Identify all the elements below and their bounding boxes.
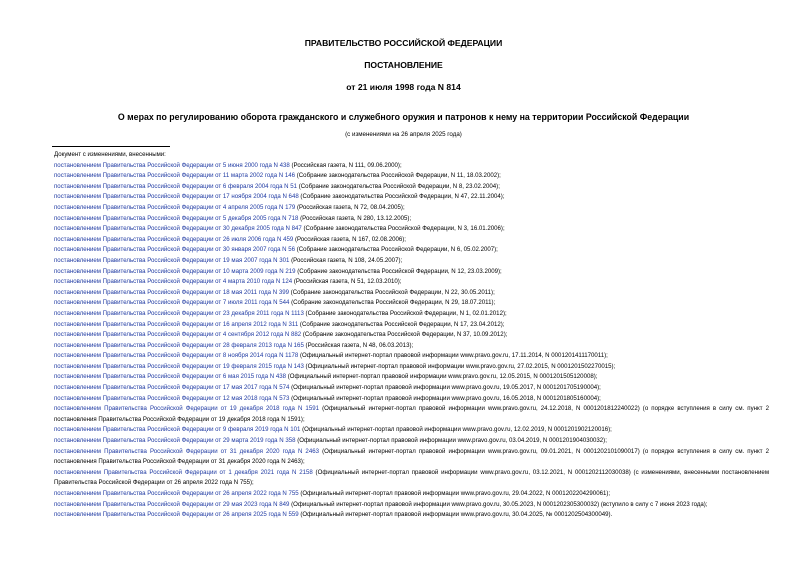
amendment-source: (Официальный интернет-портал правовой информации www.pravo.gov.ru, 12.05.2015, N 0001201505120008);: [286, 373, 598, 381]
amendment-item: [54, 224, 769, 235]
revision-note: (с изменениями на 26 апреля 2025 года): [345, 131, 462, 138]
amendment-source: (Официальный интернет-портал правовой информации www.pravo.gov.ru, 27.02.2015, N 0001201502270015);: [303, 362, 616, 370]
amendment-source: (Собрание законодательства Российской Федерации, N 12, 23.03.2009);: [295, 267, 502, 275]
amendment-link[interactable]: постановлением Правительства Российской Федерации от 29 марта 2019 года N 358: [54, 437, 296, 445]
amendment-item: [54, 277, 769, 288]
amendment-source: (Российская газета, N 111, 09.06.2000);: [289, 161, 402, 169]
amendment-source: (Официальный интернет-портал правовой информации www.pravo.gov.ru, 09.01.2021, N 0001202101090017) (о порядке вступления в силу см. пункт 2 постановления Правительства Российской Федерации от 31 декабря 2020 года N 2463);: [54, 447, 770, 466]
amendment-link[interactable]: постановлением Правительства Российской Федерации от 5 декабря 2005 года N 718: [54, 214, 299, 222]
amendment-source: (Официальный интернет-портал правовой информации www.pravo.gov.ru, 19.05.2017, N 0001201705190004);: [289, 384, 601, 392]
amendment-source: (Собрание законодательства Российской Федерации, N 29, 18.07.2011);: [289, 299, 496, 307]
amendment-source: (Собрание законодательства Российской Федерации, N 8, 23.02.2004);: [297, 182, 500, 190]
amendment-link[interactable]: постановлением Правительства Российской Федерации от 19 мая 2007 года N 301: [54, 256, 290, 264]
amendment-link[interactable]: постановлением Правительства Российской Федерации от 5 июня 2000 года N 438: [54, 161, 290, 169]
amendment-source: (Собрание законодательства Российской Федерации, N 1, 02.01.2012);: [303, 309, 507, 317]
amendment-source: (Российская газета, N 51, 12.03.2010);: [292, 278, 402, 286]
amendment-source: (Официальный интернет-портал правовой информации www.pravo.gov.ru, 30.05.2023, N 0001202305300032) (вступило в силу с 7 июня 2023 года);: [289, 500, 708, 508]
amendment-source: (Российская газета, N 108, 24.05.2007);: [289, 256, 403, 264]
amendments-intro: Документ с изменениями, внесенными:: [54, 151, 166, 158]
amendment-link[interactable]: постановлением Правительства Российской Федерации от 19 февраля 2015 года N 143: [54, 362, 304, 370]
amendment-item: [54, 235, 769, 246]
amendment-item: [54, 182, 769, 193]
document-date-heading: от 21 июля 1998 года N 814: [346, 82, 461, 92]
amendment-item: [54, 436, 769, 447]
amendment-item: [54, 489, 769, 500]
amendment-item: [54, 383, 769, 394]
amendment-link[interactable]: постановлением Правительства Российской Федерации от 29 мая 2023 года N 849: [54, 500, 290, 508]
amendment-source: (Собрание законодательства Российской Федерации, N 22, 30.05.2011);: [289, 288, 495, 296]
amendment-link[interactable]: постановлением Правительства Российской Федерации от 17 мая 2017 года N 574: [54, 384, 290, 392]
amendment-link[interactable]: постановлением Правительства Российской Федерации от 6 февраля 2004 года N 51: [54, 182, 298, 190]
amendment-item: [54, 351, 769, 362]
amendment-link[interactable]: постановлением Правительства Российской Федерации от 12 мая 2018 года N 573: [54, 394, 290, 402]
amendment-item: [54, 245, 769, 256]
amendment-source: (Официальный интернет-портал правовой информации www.pravo.gov.ru, 30.04.2025, № 0001202504300049).: [298, 511, 613, 519]
amendment-item: [54, 298, 769, 309]
amendment-source: (Официальный интернет-портал правовой информации www.pravo.gov.ru, 03.04.2019, N 0001201904030032);: [295, 437, 607, 445]
amendment-link[interactable]: постановлением Правительства Российской Федерации от 26 апреля 2022 года N 755: [54, 490, 299, 497]
amendment-item: [54, 394, 769, 405]
amendment-source: (Официальный интернет-портал правовой информации www.pravo.gov.ru, 12.02.2019, N 0001201902120016);: [300, 426, 612, 434]
amendment-source: (Российская газета, N 72, 08.04.2005);: [295, 203, 405, 211]
amendment-link[interactable]: постановлением Правительства Российской Федерации от 10 марта 2009 года N 219: [54, 267, 296, 275]
amendment-source: (Официальный интернет-портал правовой информации www.pravo.gov.ru, 03.12.2021, N 0001202112030038) (с изменениями, внесенными постановлением Правительства Российской Федерации от 26 апреля 2022 года N 755);: [54, 468, 770, 487]
amendments-list: [54, 150, 769, 521]
amendment-source: (Российская газета, N 48, 06.03.2013);: [303, 341, 414, 349]
amendment-source: (Официальный интернет-портал правовой информации www.pravo.gov.ru, 29.04.2022, N 0001202204290061);: [298, 490, 611, 497]
amendment-source: (Официальный интернет-портал правовой информации www.pravo.gov.ru, 17.11.2014, N 0001201411170011);: [298, 352, 608, 360]
amendment-item: [54, 425, 769, 436]
amendment-item: [54, 330, 769, 341]
amendment-link[interactable]: постановлением Правительства Российской Федерации от 23 декабря 2011 года N 1113: [54, 309, 304, 317]
divider: [52, 146, 170, 147]
amendment-item: [54, 468, 769, 489]
amendment-link[interactable]: постановлением Правительства Российской Федерации от 11 марта 2002 года N 146: [54, 172, 296, 180]
amendment-link[interactable]: постановлением Правительства Российской Федерации от 8 ноября 2014 года N 1178: [54, 352, 299, 360]
amendment-link[interactable]: постановлением Правительства Российской Федерации от 9 февраля 2019 года N 101: [54, 426, 301, 434]
document-type-heading: ПОСТАНОВЛЕНИЕ: [364, 60, 443, 70]
amendment-item: [54, 372, 769, 383]
amendment-item: [54, 192, 769, 203]
amendment-item: [54, 404, 769, 425]
amendment-item: [54, 288, 769, 299]
amendment-source: (Собрание законодательства Российской Федерации, N 11, 18.03.2002);: [295, 172, 501, 180]
amendment-item: [54, 362, 769, 373]
document-title: О мерах по регулированию оборота гражданского и служебного оружия и патронов к нему на территории Российской Федерации: [117, 112, 690, 122]
amendment-item: [54, 171, 769, 182]
amendment-link[interactable]: постановлением Правительства Российской Федерации от 19 декабря 2018 года N 1591: [54, 405, 319, 413]
amendment-link[interactable]: постановлением Правительства Российской Федерации от 4 апреля 2005 года N 179: [54, 203, 296, 211]
amendment-link[interactable]: постановлением Правительства Российской Федерации от 4 сентября 2012 года N 882: [54, 331, 302, 339]
amendment-link[interactable]: постановлением Правительства Российской Федерации от 26 апреля 2025 года N 559: [54, 511, 299, 519]
amendment-link[interactable]: постановлением Правительства Российской Федерации от 28 февраля 2013 года N 165: [54, 341, 304, 349]
amendment-link[interactable]: постановлением Правительства Российской Федерации от 6 мая 2015 года N 438: [54, 373, 287, 381]
amendment-source: (Собрание законодательства Российской Федерации, N 37, 10.09.2012);: [301, 331, 508, 339]
amendment-item: [54, 320, 769, 331]
issuer-heading: ПРАВИТЕЛЬСТВО РОССИЙСКОЙ ФЕДЕРАЦИИ: [304, 38, 503, 48]
amendment-item: [54, 267, 769, 278]
amendment-item: [54, 203, 769, 214]
amendment-item: [54, 309, 769, 320]
amendment-source: (Собрание законодательства Российской Федерации, N 3, 16.01.2006);: [301, 225, 505, 233]
amendment-link[interactable]: постановлением Правительства Российской Федерации от 1 декабря 2021 года N 2158: [54, 468, 313, 476]
amendment-link[interactable]: постановлением Правительства Российской Федерации от 17 ноября 2004 года N 648: [54, 193, 299, 201]
amendment-item: [54, 510, 769, 521]
amendment-item: [54, 214, 769, 225]
amendment-item: [54, 256, 769, 267]
amendment-source: (Российская газета, N 280, 13.12.2005);: [298, 214, 412, 222]
amendment-link[interactable]: постановлением Правительства Российской Федерации от 30 января 2007 года N 56: [54, 246, 296, 254]
amendment-item: [54, 341, 769, 352]
amendment-source: (Российская газета, N 167, 02.08.2006);: [293, 235, 406, 243]
amendment-link[interactable]: постановлением Правительства Российской Федерации от 7 июля 2011 года N 544: [54, 299, 290, 307]
amendments-items: [54, 161, 769, 521]
amendment-item: [54, 500, 769, 511]
amendment-link[interactable]: постановлением Правительства Российской Федерации от 31 декабря 2020 года N 2463: [54, 447, 319, 455]
amendment-link[interactable]: постановлением Правительства Российской Федерации от 26 июля 2006 года N 459: [54, 235, 294, 243]
amendment-link[interactable]: постановлением Правительства Российской Федерации от 18 мая 2011 года N 399: [54, 288, 289, 296]
amendment-source: (Официальный интернет-портал правовой информации www.pravo.gov.ru, 24.12.2018, N 0001201812240022) (о порядке вступления в силу см. пункт 2 постановления Правительства Российской Федерации от 19 декабря 2018 года N 1591);: [54, 405, 770, 423]
amendment-link[interactable]: постановлением Правительства Российской Федерации от 16 апреля 2012 года N 311: [54, 320, 299, 328]
amendment-item: [54, 161, 769, 172]
amendment-source: (Собрание законодательства Российской Федерации, N 6, 05.02.2007);: [295, 246, 498, 254]
amendment-source: (Собрание законодательства Российской Федерации, N 17, 23.04.2012);: [298, 320, 505, 328]
amendment-link[interactable]: постановлением Правительства Российской Федерации от 4 марта 2010 года N 124: [54, 278, 293, 286]
amendment-link[interactable]: постановлением Правительства Российской Федерации от 30 декабря 2005 года N 847: [54, 225, 302, 233]
amendment-source: (Собрание законодательства Российской Федерации, N 47, 22.11.2004);: [298, 193, 505, 201]
amendment-source: (Официальный интернет-портал правовой информации www.pravo.gov.ru, 16.05.2018, N 0001201805160004);: [289, 394, 601, 402]
amendment-item: [54, 447, 769, 468]
